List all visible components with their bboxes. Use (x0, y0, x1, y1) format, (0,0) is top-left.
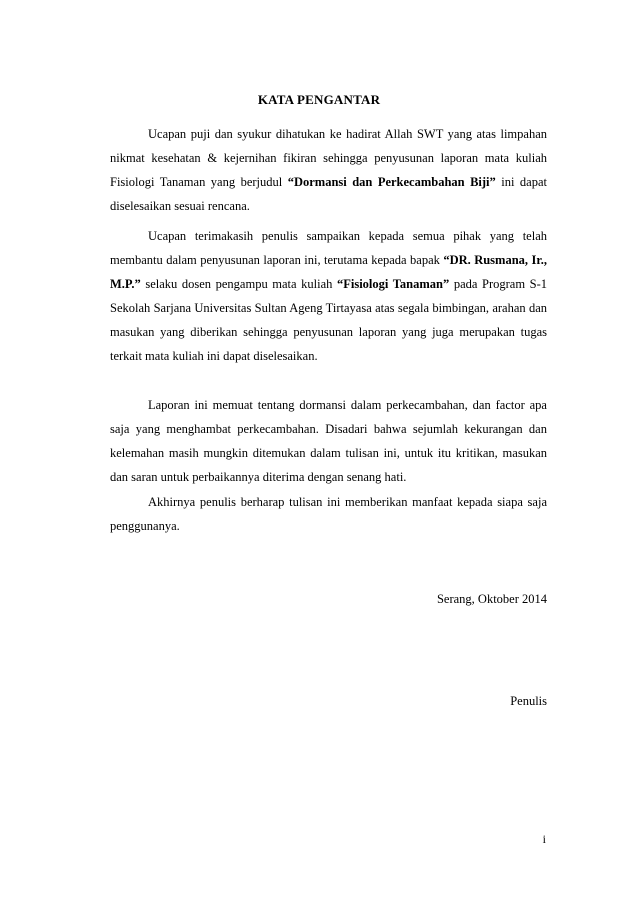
page-title: KATA PENGANTAR (257, 92, 381, 107)
report-title-bold: “Dormansi dan Perkecambahan Biji” (287, 175, 496, 189)
page-number: i (542, 832, 546, 846)
paragraph-intro-text: Ucapan terimakasih penulis sampaikan kepada semua pihak yang telah membantu dalam penyusunan laporan ini, terutama kepada bapak (110, 229, 547, 267)
paragraph-text (110, 122, 547, 218)
paragraph-intro-text: Ucapan puji dan syukur dihatukan ke hadirat Allah SWT yang atas limpahan nikmat kesehatan & kejernihan fikiran sehingga penyusunan laporan mata kuliah Fisiologi Tanaman yang berjudul (110, 127, 547, 189)
paragraph-closing (110, 490, 547, 538)
paragraph-acknowledgement (110, 224, 547, 368)
lecturer-name-bold: “DR. Rusmana, Ir., M.P.” (110, 253, 547, 291)
paragraph-outro-text: ini dapat diselesaikan sesuai rencana. (110, 175, 547, 213)
paragraph-text: Laporan ini memuat tentang dormansi dalam perkecambahan, dan factor apa saja yang menghambat perkecambahan. Disadari bahwa sejumlah kekurangan dan kelemahan masih mungkin ditemukan dalam tulisan ini, untuk itu kritikan, masukan dan saran untuk perbaikannya diterima dengan senang hati. (110, 398, 547, 484)
paragraph-middle-text: selaku dosen pengampu mata kuliah (140, 277, 337, 291)
paragraph-text: Akhirnya penulis berharap tulisan ini memberikan manfaat kepada siapa saja penggunanya. (110, 495, 547, 533)
course-name-bold: “Fisiologi Tanaman” (336, 277, 450, 291)
paragraph-opening (110, 122, 547, 218)
paragraph-outro-text: pada Program S-1 Sekolah Sarjana Universitas Sultan Ageng Tirtayasa atas segala bimbingan, arahan dan masukan yang diberikan sehingga penyusunan laporan yang juga merupakan tugas terkait mata kuliah ini dapat diselesaikan. (110, 277, 547, 363)
paragraph-content (110, 393, 547, 489)
paragraph-text (110, 224, 547, 368)
place-date: Serang, Oktober 2014 (436, 592, 547, 606)
signature-author: Penulis (510, 694, 547, 708)
